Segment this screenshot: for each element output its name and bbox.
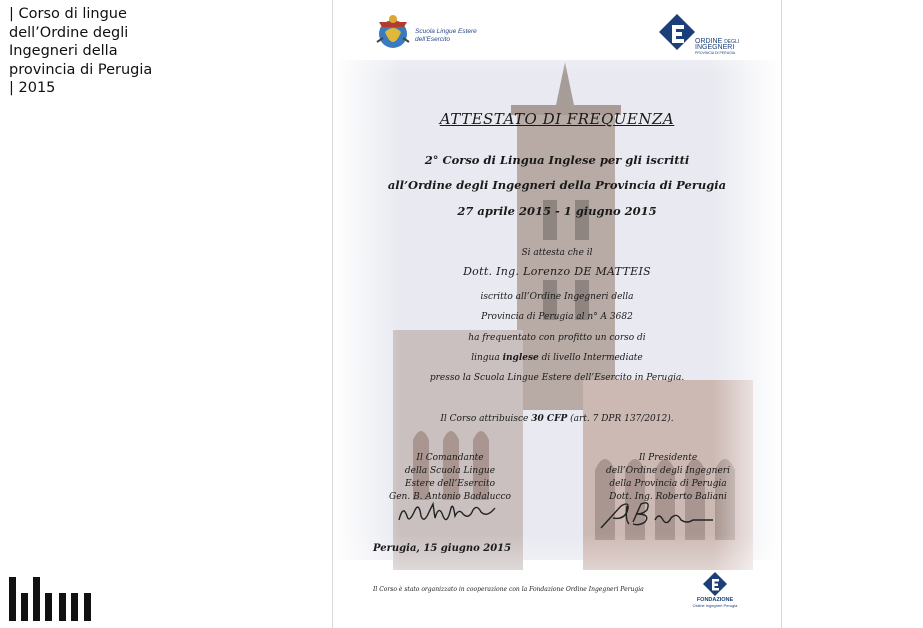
recipient-name: Dott. Ing. Lorenzo DE MATTEIS xyxy=(463,265,651,278)
credits-bold: 30 CFP xyxy=(531,414,568,424)
logo-right-line: INGEGNERI xyxy=(695,44,735,51)
project-caption xyxy=(9,5,189,98)
body-line: iscritto all’Ordine Ingegneri della xyxy=(480,292,634,302)
caption-line: | 2015 xyxy=(9,80,56,96)
handwritten-signature-left xyxy=(395,498,515,528)
credits-text: (art. 7 DPR 137/2012). xyxy=(567,414,674,424)
signature-line: Estere dell’Esercito xyxy=(404,479,496,489)
credits-line xyxy=(333,414,781,424)
right-divider xyxy=(781,0,782,628)
caption-line: Ingegneri della xyxy=(9,43,118,59)
certificate-sheet xyxy=(333,0,781,628)
body-line: ha frequentato con profitto un corso di xyxy=(468,333,646,343)
caption-line: | Corso di lingue xyxy=(9,6,127,22)
logo-left-line: dell’Esercito xyxy=(415,36,451,43)
certificate-title: ATTESTATO DI FREQUENZA xyxy=(439,110,675,128)
caption-line: dell’Ordine degli xyxy=(9,24,129,41)
handwritten-signature-right xyxy=(597,498,727,532)
course-subtitle: 2° Corso di Lingua Inglese per gli iscritti xyxy=(424,153,690,167)
signature-block-right xyxy=(583,452,753,504)
fondazione-logo-icon xyxy=(703,572,727,596)
army-crest-icon xyxy=(373,12,413,52)
signature-block-left xyxy=(365,452,535,504)
body-text: lingua xyxy=(471,353,503,363)
logo-left-line: Scuola Lingue Estere xyxy=(415,28,477,35)
barcode-bars-logo-icon xyxy=(9,577,95,621)
signature-line: della Scuola Lingue xyxy=(404,466,496,476)
course-dates: 27 aprile 2015 - 1 giugno 2015 xyxy=(457,204,657,218)
signature-line: Il Comandante xyxy=(416,453,484,463)
signature-line: Dott. Ing. Roberto Baliani xyxy=(609,492,727,502)
attest-line: Si attesta che il xyxy=(521,248,593,258)
fondazione-caption xyxy=(685,597,745,609)
signature-line: Il Presidente xyxy=(638,453,698,463)
body-line: Provincia di Perugia al n° A 3682 xyxy=(481,312,633,322)
fondazione-line: FONDAZIONE xyxy=(696,597,734,603)
logo-right-line: PROVINCIA DI PERUGIA xyxy=(695,51,736,55)
caption-line: provincia di Perugia xyxy=(9,61,153,78)
signature-line: Gen. B. Antonio Badalucco xyxy=(389,492,511,502)
signature-line: dell’Ordine degli Ingegneri xyxy=(606,466,730,476)
footer-note: Il Corso è stato organizzato in cooperazione con la Fondazione Ordine Ingegneri Perugia xyxy=(373,586,644,593)
body-text: di livello Intermediate xyxy=(538,353,643,363)
credits-text: Il Corso attribuisce xyxy=(440,414,532,424)
body-line: presso la Scuola Lingue Estere dell’Esercito in Perugia. xyxy=(429,373,685,383)
ordine-ingegneri-logo-icon xyxy=(658,13,696,51)
logo-left-caption xyxy=(415,28,477,44)
language-bold: inglese xyxy=(502,353,539,363)
place-date: Perugia, 15 giugno 2015 xyxy=(373,543,512,554)
logo-right-caption xyxy=(695,39,739,55)
course-subtitle: all’Ordine degli Ingegneri della Provincia di Perugia xyxy=(387,178,727,192)
body-line xyxy=(333,353,781,363)
signature-line: della Provincia di Perugia xyxy=(609,479,727,489)
logo-right-line: DEGLI xyxy=(724,39,740,45)
logo-right-line: ORDINE xyxy=(695,38,723,45)
fondazione-line: Ordine Ingegneri Perugia xyxy=(692,603,738,608)
